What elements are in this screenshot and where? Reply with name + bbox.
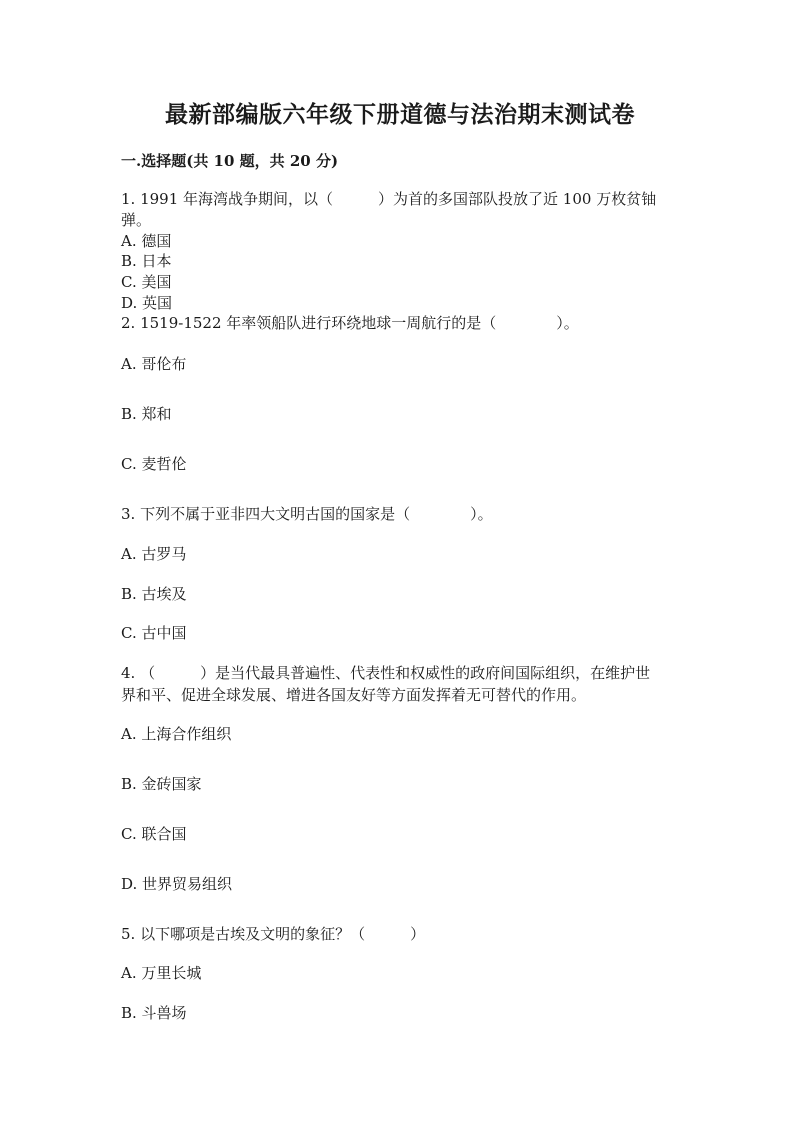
- question-1-option-b: B. 日本: [121, 252, 172, 270]
- question-3-option-c: C. 古中国: [121, 624, 187, 642]
- question-2-option-a: A. 哥伦布: [121, 355, 187, 373]
- question-4-option-a: A. 上海合作组织: [121, 725, 232, 743]
- question-4-option-c: C. 联合国: [121, 825, 187, 843]
- question-3-stem: 3. 下列不属于亚非四大文明古国的国家是（ ）。: [121, 505, 493, 523]
- question-3-option-a: A. 古罗马: [121, 545, 187, 563]
- question-5-option-b: B. 斗兽场: [121, 1004, 187, 1022]
- question-5-stem: 5. 以下哪项是古埃及文明的象征？（ ）: [121, 925, 426, 943]
- question-2-option-c: C. 麦哲伦: [121, 455, 187, 473]
- page-title: 最新部编版六年级下册道德与法治期末测试卷: [165, 101, 635, 128]
- question-1-option-a: A. 德国: [121, 232, 172, 250]
- question-4-option-d: D. 世界贸易组织: [121, 875, 233, 893]
- question-1-option-d: D. 英国: [121, 294, 173, 312]
- question-4-stem-line-2: 界和平、促进全球发展、增进各国友好等方面发挥着无可替代的作用。: [121, 686, 587, 704]
- question-4-stem-line-1: 4. （ ）是当代最具普遍性、代表性和权威性的政府间国际组织，在维护世: [121, 664, 651, 682]
- question-1-stem-line-2: 弹。: [121, 211, 152, 229]
- section-heading: 一.选择题(共 10 题，共 20 分): [121, 152, 339, 170]
- question-2-option-b: B. 郑和: [121, 405, 172, 423]
- question-1-stem-line-1: 1. 1991 年海湾战争期间，以（ ）为首的多国部队投放了近 100 万枚贫铀: [121, 190, 657, 208]
- question-2-stem: 2. 1519-1522 年率领船队进行环绕地球一周航行的是（ ）。: [121, 314, 579, 332]
- question-3-option-b: B. 古埃及: [121, 585, 187, 603]
- question-1-option-c: C. 美国: [121, 273, 172, 291]
- question-4-option-b: B. 金砖国家: [121, 775, 202, 793]
- question-5-option-a: A. 万里长城: [121, 964, 202, 982]
